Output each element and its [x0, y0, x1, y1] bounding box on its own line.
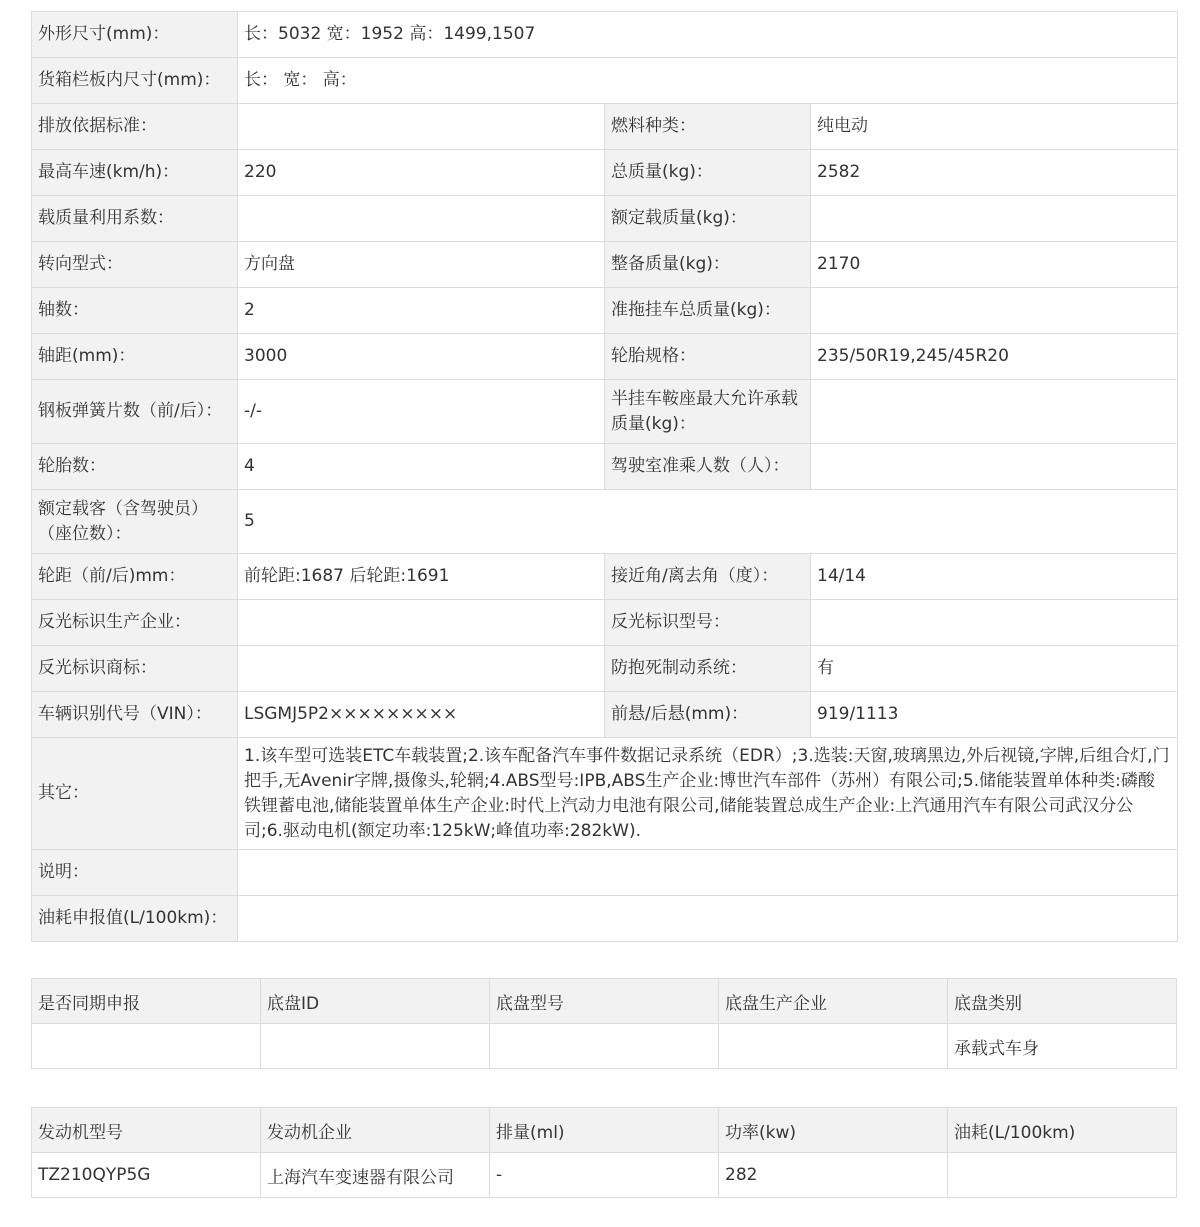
column-header: 底盘生产企业: [719, 979, 948, 1024]
spec-row: [32, 334, 1178, 380]
chassis-data-row: [32, 1024, 1177, 1069]
spec-row-other: [32, 738, 1178, 850]
dims-value: 长：5032 宽：1952 高：1499,1507: [238, 12, 1178, 58]
spec-label: 额定载质量(kg)：: [605, 196, 811, 242]
cargo-label: 货箱栏板内尺寸(mm)：: [32, 58, 238, 104]
spec-label: 载质量利用系数：: [32, 196, 238, 242]
spec-value: 220: [238, 150, 605, 196]
dims-label: 外形尺寸(mm)：: [32, 12, 238, 58]
spec-value: 纯电动: [811, 104, 1178, 150]
spec-label: 钢板弹簧片数（前/后）：: [32, 380, 238, 444]
spec-row: [32, 692, 1178, 738]
spec-label: 反光标识商标：: [32, 646, 238, 692]
spec-row-notes: [32, 850, 1178, 896]
spec-label: 燃料种类：: [605, 104, 811, 150]
column-header: 是否同期申报: [32, 979, 261, 1024]
spec-value: 235/50R19,245/45R20: [811, 334, 1178, 380]
spec-label: 反光标识生产企业：: [32, 600, 238, 646]
table-cell: [948, 1153, 1177, 1198]
spec-row: [32, 196, 1178, 242]
engine-table: [31, 1107, 1177, 1198]
spec-value: [811, 444, 1178, 490]
spec-value: [238, 196, 605, 242]
spec-row-cargo: [32, 58, 1178, 104]
table-cell: 282: [719, 1153, 948, 1198]
engine-data-row: [32, 1153, 1177, 1198]
spec-label: 轮胎规格：: [605, 334, 811, 380]
spec-row: [32, 288, 1178, 334]
spec-label: 轴距(mm)：: [32, 334, 238, 380]
spec-row: [32, 104, 1178, 150]
table-cell: 上海汽车变速器有限公司: [261, 1153, 490, 1198]
table-cell: TZ210QYP5G: [32, 1153, 261, 1198]
spec-label: 防抱死制动系统：: [605, 646, 811, 692]
spec-value: 前轮距:1687 后轮距:1691: [238, 554, 605, 600]
vehicle-spec-table: [31, 11, 1178, 942]
spec-value: [238, 104, 605, 150]
spec-value: [811, 380, 1178, 444]
spec-label: 轮距（前/后)mm：: [32, 554, 238, 600]
spec-value: 14/14: [811, 554, 1178, 600]
column-header: 底盘ID: [261, 979, 490, 1024]
spec-value: 方向盘: [238, 242, 605, 288]
spec-value: [811, 600, 1178, 646]
spec-value: 4: [238, 444, 605, 490]
spec-value: [811, 196, 1178, 242]
spec-row: [32, 600, 1178, 646]
spec-value: -/-: [238, 380, 605, 444]
spec-value: [811, 288, 1178, 334]
spec-value: 3000: [238, 334, 605, 380]
other-value: 1.该车型可选装ETC车载装置;2.该车配备汽车事件数据记录系统（EDR）;3.选装:天窗,玻璃黑边,外后视镜,字牌,后组合灯,门把手,无Avenir字牌,摄像头,轮辋;4.ABS型号:IPB,ABS生产企业:博世汽车部件（苏州）有限公司;5.储能装置单体种类:磷酸铁锂蓄电池,储能装置单体生产企业:时代上汽动力电池有限公司,储能装置总成生产企业:上汽通用汽车有限公司武汉分公司;6.驱动电机(额定功率:125kW;峰值功率:282kW).: [238, 738, 1178, 850]
spec-label: 总质量(kg)：: [605, 150, 811, 196]
engine-header-row: [32, 1108, 1177, 1153]
table-cell: 承载式车身: [948, 1024, 1177, 1069]
fuel-label: 油耗申报值(L/100km)：: [32, 896, 238, 942]
spec-label: 半挂车鞍座最大允许承载质量(kg)：: [605, 380, 811, 444]
table-cell: [261, 1024, 490, 1069]
spec-row-dimensions: [32, 12, 1178, 58]
spec-value: LSGMJ5P2×××××××××: [238, 692, 605, 738]
notes-label: 说明：: [32, 850, 238, 896]
spec-value: [238, 600, 605, 646]
spec-label: 接近角/离去角（度）：: [605, 554, 811, 600]
other-label: 其它：: [32, 738, 238, 850]
spec-label: 排放依据标准：: [32, 104, 238, 150]
spec-row: [32, 444, 1178, 490]
spec-value: [238, 646, 605, 692]
spec-row: [32, 242, 1178, 288]
cargo-value: 长： 宽： 高：: [238, 58, 1178, 104]
column-header: 底盘类别: [948, 979, 1177, 1024]
seats-value: 5: [238, 490, 1178, 554]
spec-row: [32, 646, 1178, 692]
spec-label: 轴数：: [32, 288, 238, 334]
spec-value: 2170: [811, 242, 1178, 288]
spec-row-fuel: [32, 896, 1178, 942]
table-cell: [719, 1024, 948, 1069]
seats-label: 额定载客（含驾驶员）（座位数）：: [32, 490, 238, 554]
table-cell: [32, 1024, 261, 1069]
column-header: 油耗(L/100km): [948, 1108, 1177, 1153]
spec-value: 2: [238, 288, 605, 334]
spec-label: 最高车速(km/h)：: [32, 150, 238, 196]
spec-row: [32, 150, 1178, 196]
spec-value: 有: [811, 646, 1178, 692]
spec-label: 转向型式：: [32, 242, 238, 288]
spec-label: 反光标识型号：: [605, 600, 811, 646]
notes-value: [238, 850, 1178, 896]
column-header: 发动机企业: [261, 1108, 490, 1153]
spec-label: 前悬/后悬(mm)：: [605, 692, 811, 738]
column-header: 功率(kw): [719, 1108, 948, 1153]
spec-label: 轮胎数：: [32, 444, 238, 490]
spec-value: 919/1113: [811, 692, 1178, 738]
spec-label: 准拖挂车总质量(kg)：: [605, 288, 811, 334]
table-cell: [490, 1024, 719, 1069]
column-header: 底盘型号: [490, 979, 719, 1024]
spec-label: 驾驶室准乘人数（人）：: [605, 444, 811, 490]
chassis-header-row: [32, 979, 1177, 1024]
spec-row-seats: [32, 490, 1178, 554]
spec-row: [32, 380, 1178, 444]
spec-label: 整备质量(kg)：: [605, 242, 811, 288]
table-cell: -: [490, 1153, 719, 1198]
chassis-table: [31, 978, 1177, 1069]
column-header: 排量(ml): [490, 1108, 719, 1153]
spec-label: 车辆识别代号（VIN）：: [32, 692, 238, 738]
column-header: 发动机型号: [32, 1108, 261, 1153]
spec-row: [32, 554, 1178, 600]
spec-value: 2582: [811, 150, 1178, 196]
fuel-value: [238, 896, 1178, 942]
